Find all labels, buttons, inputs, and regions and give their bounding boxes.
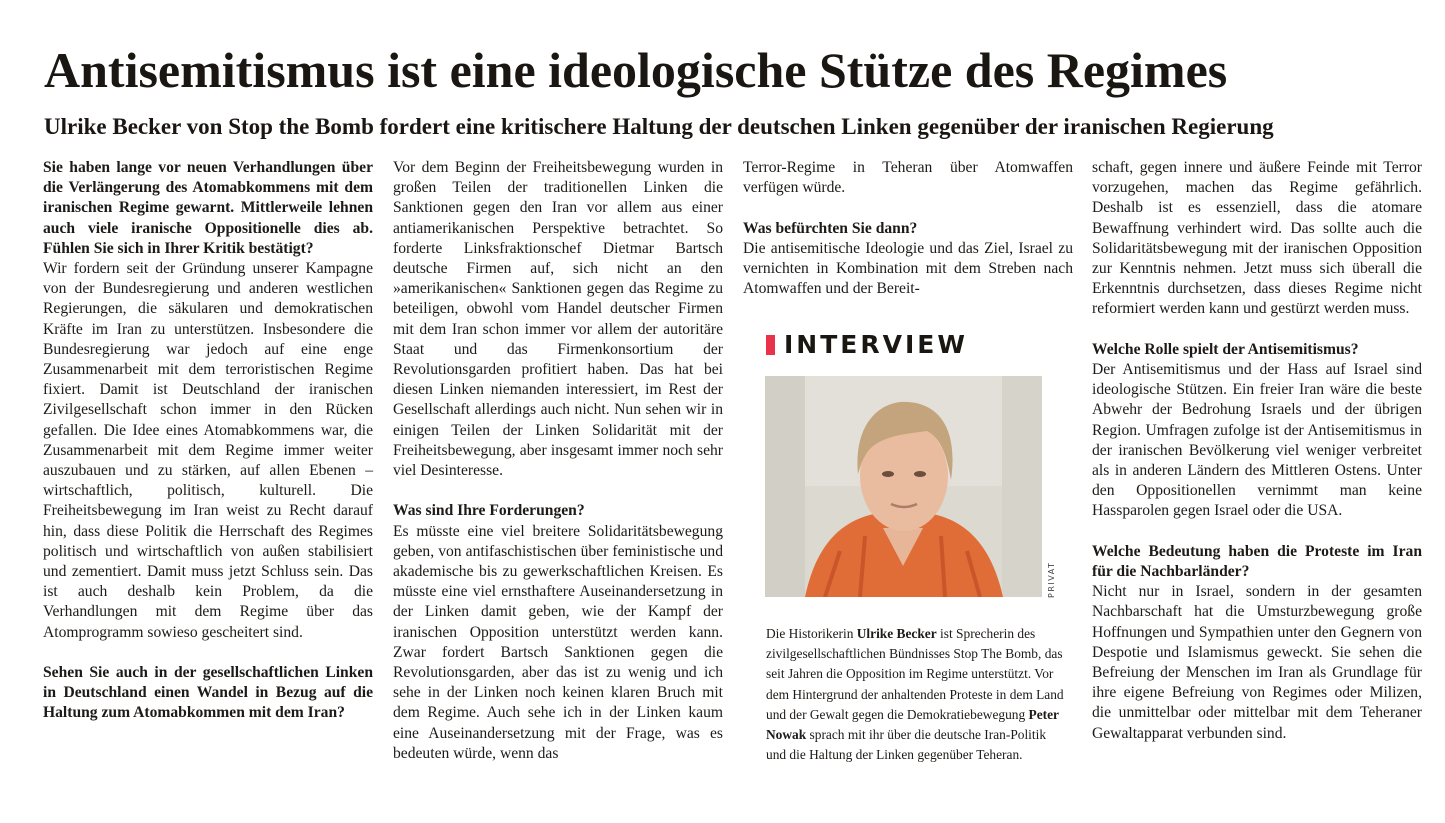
interview-answer: Nicht nur in Israel, sondern in der gesamten Nachbarschaft hat die Umsturzbewegung große Hoffnungen und Sympathien unter den Gegnern von Despotie und Islamismus geweckt. Sie sehen die Befreiung der Menschen im Iran als Grundlage für ihre eigene Befreiung von Regimes oder Milizen, die unmittelbar oder mittelbar mit dem Teheraner Gewaltapparat verbunden sind. [1092, 583, 1422, 742]
headline: Antisemitismus ist eine ideologische Stütze des Regimes [44, 42, 1228, 98]
interview-question: Was befürchten Sie dann? [743, 219, 918, 237]
interview-answer: Es müsste eine viel breitere Solidaritätsbewegung geben, von antifaschistischen über feministische und akademische bis zu gewerkschaftlichen Kreisen. Es müsste eine viel ernsthaftere Auseinandersetzung in der Linken damit geben, wie der Kampf der iranischen Opposition unterstützt werden kann. Zwar fordert Bartsch Sanktionen gegen die Revolutionsgarden, aber das ist zu wenig und ich sehe in der Linken noch keinen klaren Bruch mit dem Regime. Auch sehe ich in der Linken kaum eine Auseinandersetzung mit der Frage, was es bedeuten würde, wenn das [393, 522, 723, 762]
interview-answer: Terror-Regime in Teheran über Atomwaffen verfügen würde. [743, 159, 1073, 197]
interview-answer: Der Antisemitismus und der Hass auf Israel sind ideologische Stützen. Ein freier Iran wäre die beste Abwehr der Bedrohung Israels und der übrigen Region. Umfragen zufolge ist der Antisemitismus in der iranischen Bevölkerung viel weniger verbreitet als in anderen Ländern des Mittleren Ostens. Unter den Oppositionellen vernimmt man keine Hassparolen gegen Israel oder die USA. [1092, 361, 1422, 520]
interview-answer: Wir fordern seit der Gründung unserer Kampagne von der Bundesregierung und anderen westlichen Regierungen, die säkularen und demokratischen Kräfte im Iran zu unterstützen. Insbesondere die Bundesregierung war jedoch auf eine enge Zusammenarbeit mit dem terroristischen Regime fixiert. Damit ist Deutschland der iranischen Zivilgesellschaft schon immer in den Rücken gefallen. Die Idee eines Atomabkommens war, die Zusammenarbeit mit dem Regime immer weiter auszubauen und zu stärken, auf allen Ebenen – wirtschaftlich, politisch, kulturell. Die Freiheitsbewegung im Iran weist zu Recht darauf hin, dass diese Politik die Herrschaft des Regimes politisch und wirtschaftlich von außen stabilisiert und zementiert. Damit muss jetzt Schluss sein. Das ist auch deshalb kein Problem, da die Verhandlungen mit dem Regime über das Atomprogramm sowieso gescheitert sind. [43, 260, 373, 641]
portrait-image [765, 376, 1042, 597]
interview-question: Was sind Ihre Forderungen? [393, 502, 585, 520]
column-4 [1092, 158, 1422, 744]
column-2 [393, 158, 723, 764]
interview-answer: Vor dem Beginn der Freiheitsbewegung wurden in großen Teilen der traditionellen Linken die Sanktionen gegen den Iran vor allem aus einer antiamerikanischen Perspektive betrachtet. So forderte Linksfraktionschef Dietmar Bartsch deutsche Firmen auf, sich nicht an den »amerikanischen« Sanktionen gegen das Regime zu beteiligen, obwohl vom Handel deutscher Firmen mit dem Iran schon immer vor allem der autoritäre Staat und das Firmenkonsortium der Revolutionsgarden profitiert haben. Das hat bei diesen Linken niemanden interessiert, im Rest der Gesellschaft allerdings auch nicht. Nun sehen wir in einigen Teilen der Linken Solidarität mit der Freiheitsbewegung, aber insgesamt immer noch sehr viel Desinteresse. [393, 159, 723, 480]
column-1 [43, 158, 373, 724]
caption-name-ulrike-becker: Ulrike Becker [856, 626, 937, 641]
column-3 [743, 158, 1073, 299]
portrait-photo [765, 376, 1042, 597]
interview-question: Welche Rolle spielt der Antisemitismus? [1092, 340, 1359, 358]
caption-text: ist Sprecherin des zivilgesellschaftlichen Bündnisses Stop The Bomb, das seit Jahren die Opposition im Regime unterstützt. Vor dem Hintergrund der anhaltenden Proteste in dem Land und der Gewalt gegen die Demokratiebewegung [766, 626, 1064, 722]
interview-answer: Die antisemitische Ideologie und das Ziel, Israel zu vernichten in Kombination mit dem Streben nach Atomwaffen und der Bereit- [743, 239, 1073, 298]
photo-caption [766, 624, 1066, 765]
caption-text: Die Historikerin [766, 626, 857, 641]
kicker-accent-bar [766, 335, 775, 355]
subheadline: Ulrike Becker von Stop the Bomb fordert eine kritischere Haltung der deutschen Linken gegenüber der iranischen Regierung [44, 114, 1274, 139]
section-kicker [766, 332, 968, 358]
interview-answer: schaft, gegen innere und äußere Feinde mit Terror vorzugehen, machen das Regime gefährlich. Deshalb ist es essenziell, dass die atomare Bewaffnung verhindert wird. Das sollte auch die Solidaritätsbewegung mit der iranischen Opposition zur Kenntnis nehmen. Jetzt muss sich überall die Erkenntnis durchsetzen, dass dieses Regime nicht reformiert werden kann und gestürzt werden muss. [1092, 159, 1422, 318]
interview-question: Welche Bedeutung haben die Proteste im Iran für die Nachbarländer? [1092, 542, 1422, 581]
caption-text: sprach mit ihr über die deutsche Iran-Politik und die Haltung der Linken gegenüber Teheran. [766, 727, 1047, 763]
caption-name-peter-nowak: Peter Nowak [766, 706, 1059, 743]
photo-credit: PRIVAT [1047, 561, 1056, 598]
kicker-label: INTERVIEW [784, 330, 968, 359]
interview-question: Sehen Sie auch in der gesellschaftlichen Linken in Deutschland einen Wandel in Bezug auf die Haltung zum Atomabkommen mit dem Iran? [43, 664, 373, 722]
interview-question: Sie haben lange vor neuen Verhandlungen über die Verlängerung des Atomabkommens mit dem iranischen Regime gewarnt. Mittlerweile lehnen auch viele iranische Oppositionelle dies ab. Fühlen Sie sich in Ihrer Kritik bestätigt? [43, 159, 373, 257]
